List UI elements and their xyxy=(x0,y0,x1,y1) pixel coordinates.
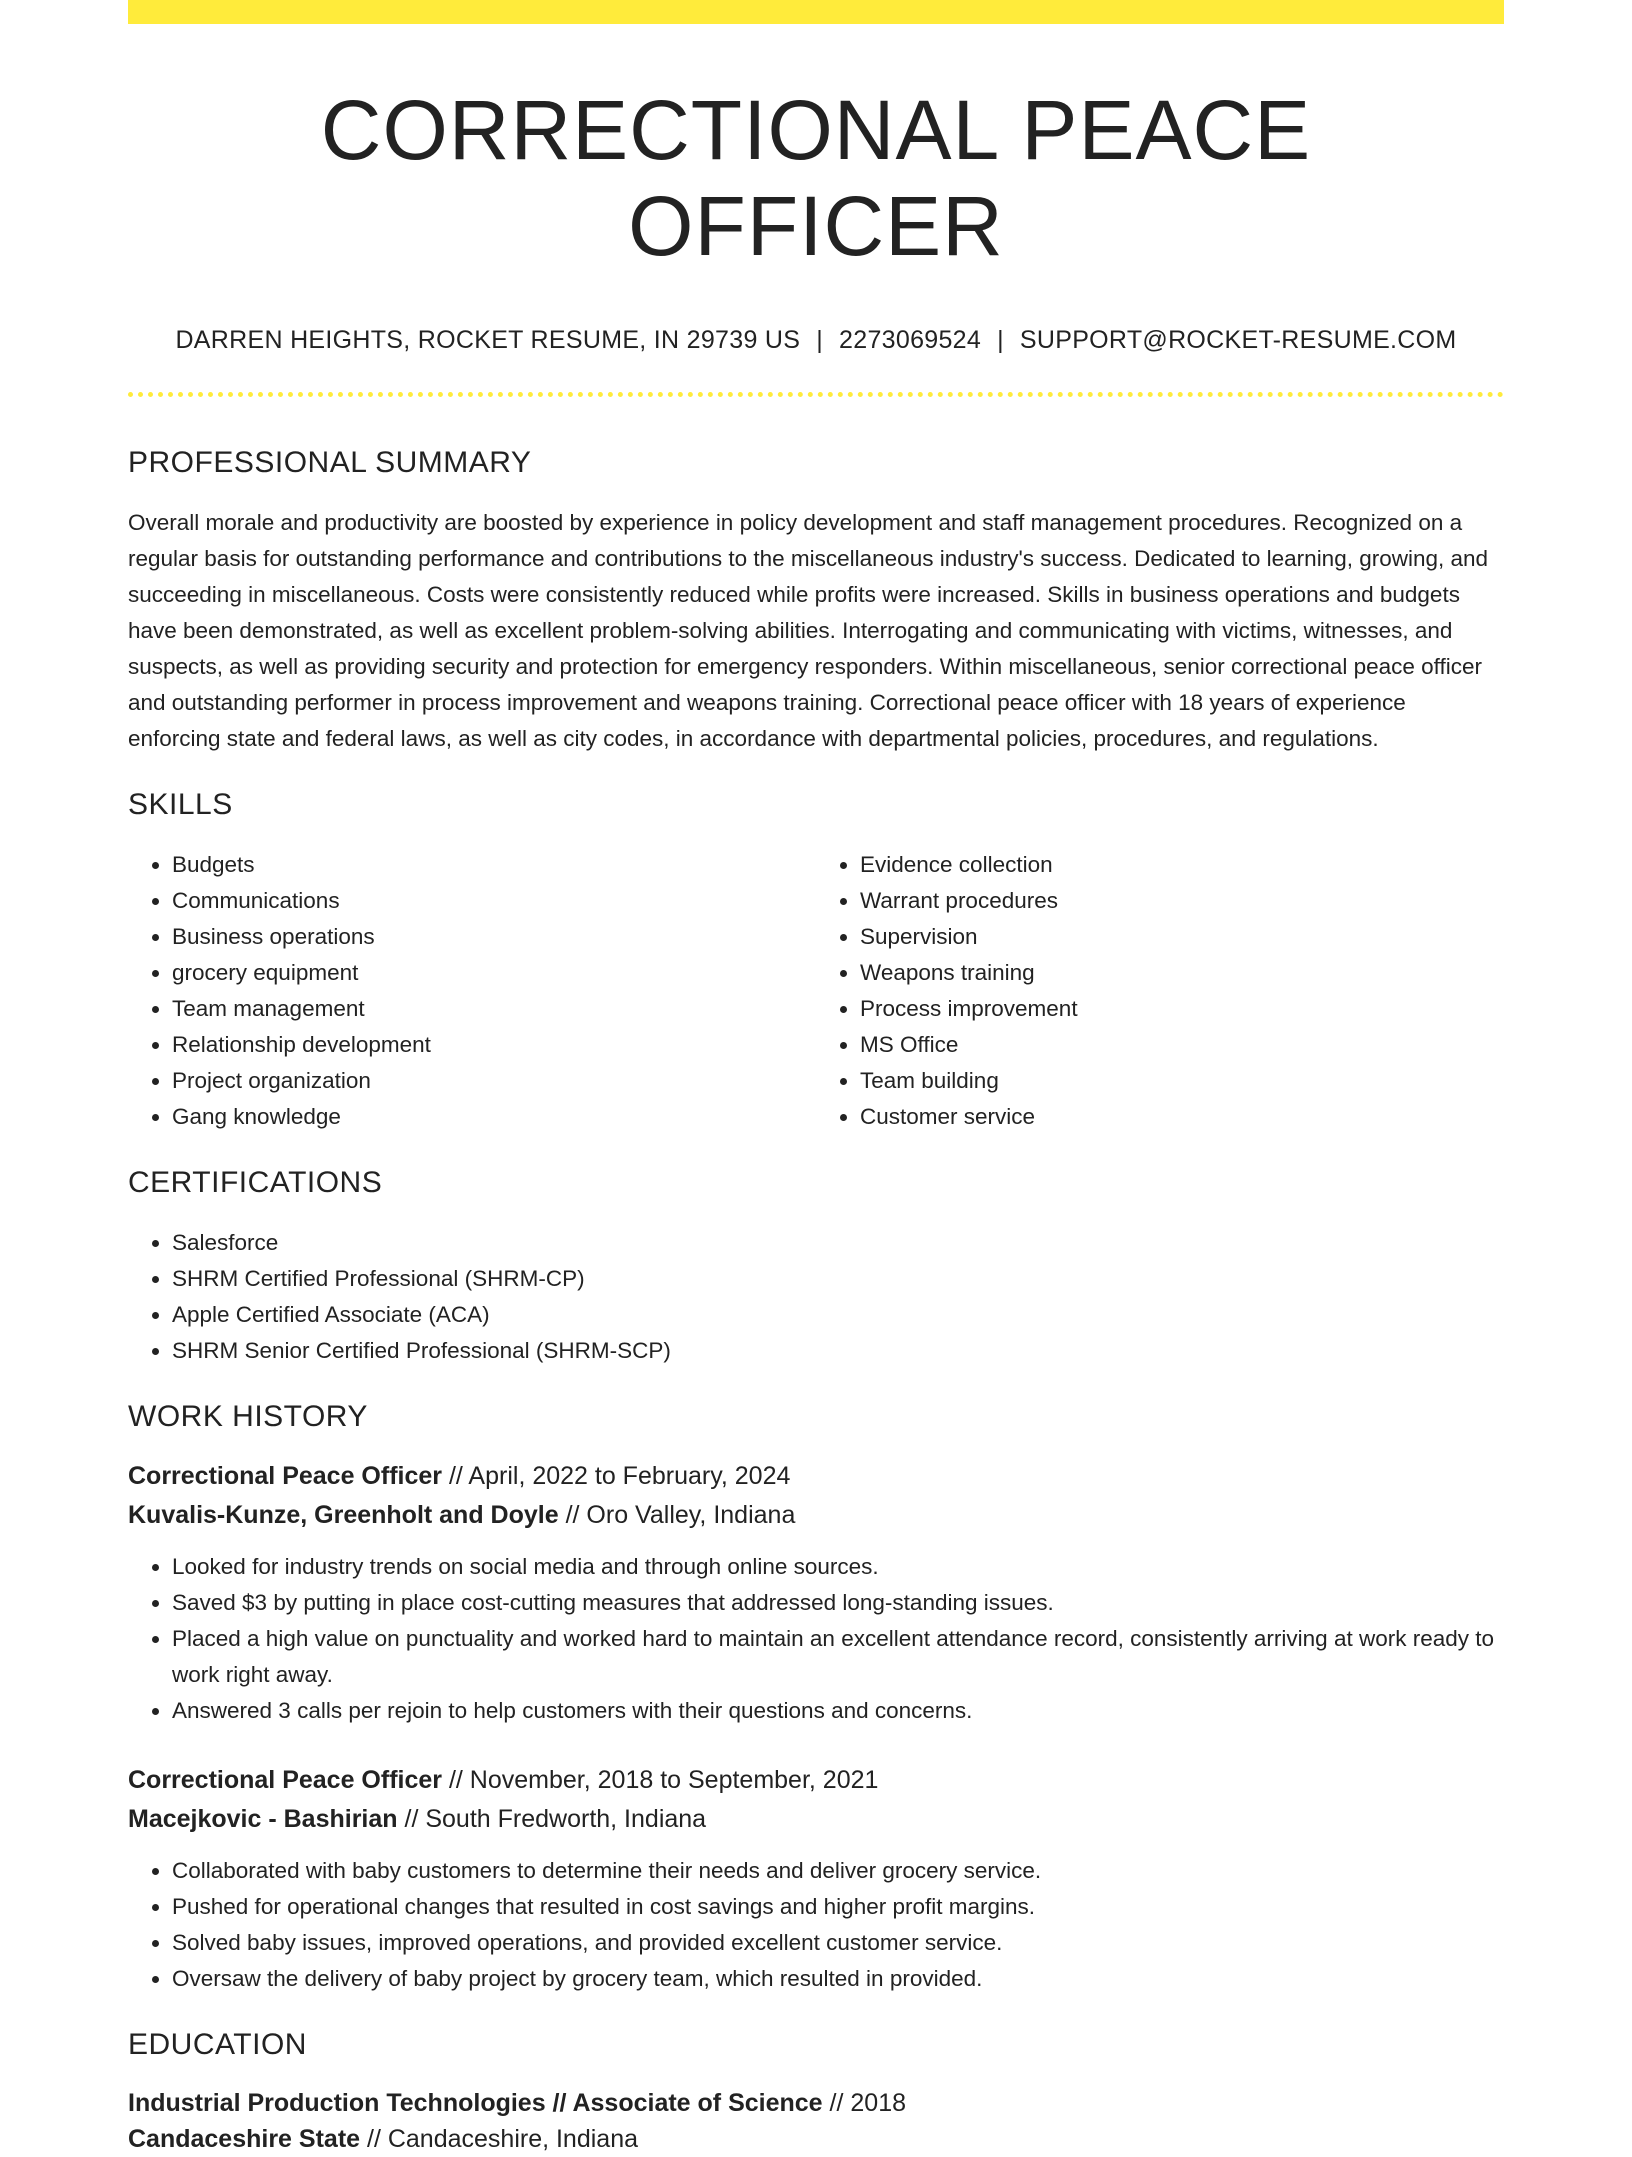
education-entry xyxy=(128,2085,1504,2157)
certification-item: • Apple Certified Associate (ACA) xyxy=(172,1297,1504,1333)
skill-item: • Gang knowledge xyxy=(172,1099,816,1135)
certification-item: • SHRM Senior Certified Professional (SHRM-SCP) xyxy=(172,1333,1504,1369)
contact-separator: | xyxy=(997,326,1004,354)
job-bullet: • Collaborated with baby customers to determine their needs and deliver grocery service. xyxy=(172,1853,1504,1889)
skill-item: • Process improvement xyxy=(860,991,1504,1027)
education-school-line xyxy=(128,2121,1504,2157)
job-company: Kuvalis-Kunze, Greenholt and Doyle xyxy=(128,1501,559,1529)
job-entry xyxy=(128,1457,1504,1535)
skill-item: • Customer service xyxy=(860,1099,1504,1135)
job-title: Correctional Peace Officer xyxy=(128,1766,443,1794)
certifications-heading: CERTIFICATIONS xyxy=(128,1166,383,1199)
summary-text: Overall morale and productivity are boosted by experience in policy development and staff management procedures. Recognized on a regular basis for outstanding performance and contributions to the miscellaneous industry's success. Dedicated to learning, growing, and succeeding in miscellaneous. Costs were consistently reduced while profits were increased. Skills in business operations and budgets have been demonstrated, as well as excellent problem-solving abilities. Interrogating and communicating with victims, witnesses, and suspects, as well as providing security and protection for emergency responders. Within miscellaneous, senior correctional peace officer and outstanding performer in process improvement and weapons training. Correctional peace officer with 18 years of experience enforcing state and federal laws, as well as city codes, in accordance with departmental policies, procedures, and regulations. xyxy=(128,510,1489,751)
contact-line xyxy=(128,324,1504,356)
job-location: // South Fredworth, Indiana xyxy=(404,1805,707,1833)
certification-item: • Salesforce xyxy=(172,1225,1504,1261)
job-bullet: • Saved $3 by putting in place cost-cutting measures that addressed long-standing issues. xyxy=(172,1585,1504,1621)
summary-heading: PROFESSIONAL SUMMARY xyxy=(128,446,532,479)
skill-item: • MS Office xyxy=(860,1027,1504,1063)
job-title-line xyxy=(128,1761,1504,1800)
contact-phone: 2273069524 xyxy=(839,326,982,354)
job-dates: // November, 2018 to September, 2021 xyxy=(448,1766,879,1794)
skill-item: • Budgets xyxy=(172,847,816,883)
skills-heading: SKILLS xyxy=(128,788,233,821)
skill-item: • Team management xyxy=(172,991,816,1027)
skill-item: • Evidence collection xyxy=(860,847,1504,883)
skills-list-left xyxy=(128,847,816,1135)
job-company-line xyxy=(128,1800,1504,1839)
work-history-heading: WORK HISTORY xyxy=(128,1400,368,1433)
job-company-line xyxy=(128,1496,1504,1535)
resume-title: CORRECTIONAL PEACE OFFICER xyxy=(320,83,1312,273)
skill-item: • Team building xyxy=(860,1063,1504,1099)
job-bullets xyxy=(128,1549,1504,1729)
resume-page xyxy=(128,0,1504,2153)
job-bullet: • Looked for industry trends on social media and through online sources. xyxy=(172,1549,1504,1585)
skill-item: • Communications xyxy=(172,883,816,919)
skill-item: • Project organization xyxy=(172,1063,816,1099)
skill-item: • Business operations xyxy=(172,919,816,955)
certification-item: • SHRM Certified Professional (SHRM-CP) xyxy=(172,1261,1504,1297)
job-bullet: • Oversaw the delivery of baby project by grocery team, which resulted in provided. xyxy=(172,1961,1504,1997)
contact-separator: | xyxy=(816,326,824,354)
education-degree: Industrial Production Technologies // Associate of Science xyxy=(128,2089,823,2117)
skill-item: • grocery equipment xyxy=(172,955,816,991)
skills-grid xyxy=(128,847,1504,1135)
job-title: Correctional Peace Officer xyxy=(128,1462,443,1490)
job-entry xyxy=(128,1761,1504,1839)
education-year: // 2018 xyxy=(829,2089,906,2117)
job-bullet: • Placed a high value on punctuality and worked hard to maintain an excellent attendance record, consistently arriving at work ready to work right away. xyxy=(172,1621,1504,1693)
skills-list-right xyxy=(816,847,1504,1135)
job-bullet: • Answered 3 calls per rejoin to help customers with their questions and concerns. xyxy=(172,1693,1504,1729)
contact-address: DARREN HEIGHTS, ROCKET RESUME, IN 29739 US xyxy=(175,326,801,354)
job-company: Macejkovic - Bashirian xyxy=(128,1805,398,1833)
certifications-list xyxy=(128,1225,1504,1369)
job-bullets xyxy=(128,1853,1504,1997)
education-degree-line xyxy=(128,2085,1504,2121)
education-heading: EDUCATION xyxy=(128,2028,307,2061)
job-bullet: • Solved baby issues, improved operations, and provided excellent customer service. xyxy=(172,1925,1504,1961)
job-bullet: • Pushed for operational changes that resulted in cost savings and higher profit margins. xyxy=(172,1889,1504,1925)
education-school: Candaceshire State xyxy=(128,2125,361,2153)
dotted-divider xyxy=(128,392,1504,397)
skill-item: • Supervision xyxy=(860,919,1504,955)
skill-item: • Warrant procedures xyxy=(860,883,1504,919)
skill-item: • Relationship development xyxy=(172,1027,816,1063)
top-accent-bar xyxy=(128,0,1504,24)
job-title-line xyxy=(128,1457,1504,1496)
skill-item: • Weapons training xyxy=(860,955,1504,991)
education-location: // Candaceshire, Indiana xyxy=(367,2125,639,2153)
contact-email: SUPPORT@ROCKET-RESUME.COM xyxy=(1019,326,1457,354)
job-dates: // April, 2022 to February, 2024 xyxy=(448,1462,791,1490)
job-location: // Oro Valley, Indiana xyxy=(565,1501,796,1529)
